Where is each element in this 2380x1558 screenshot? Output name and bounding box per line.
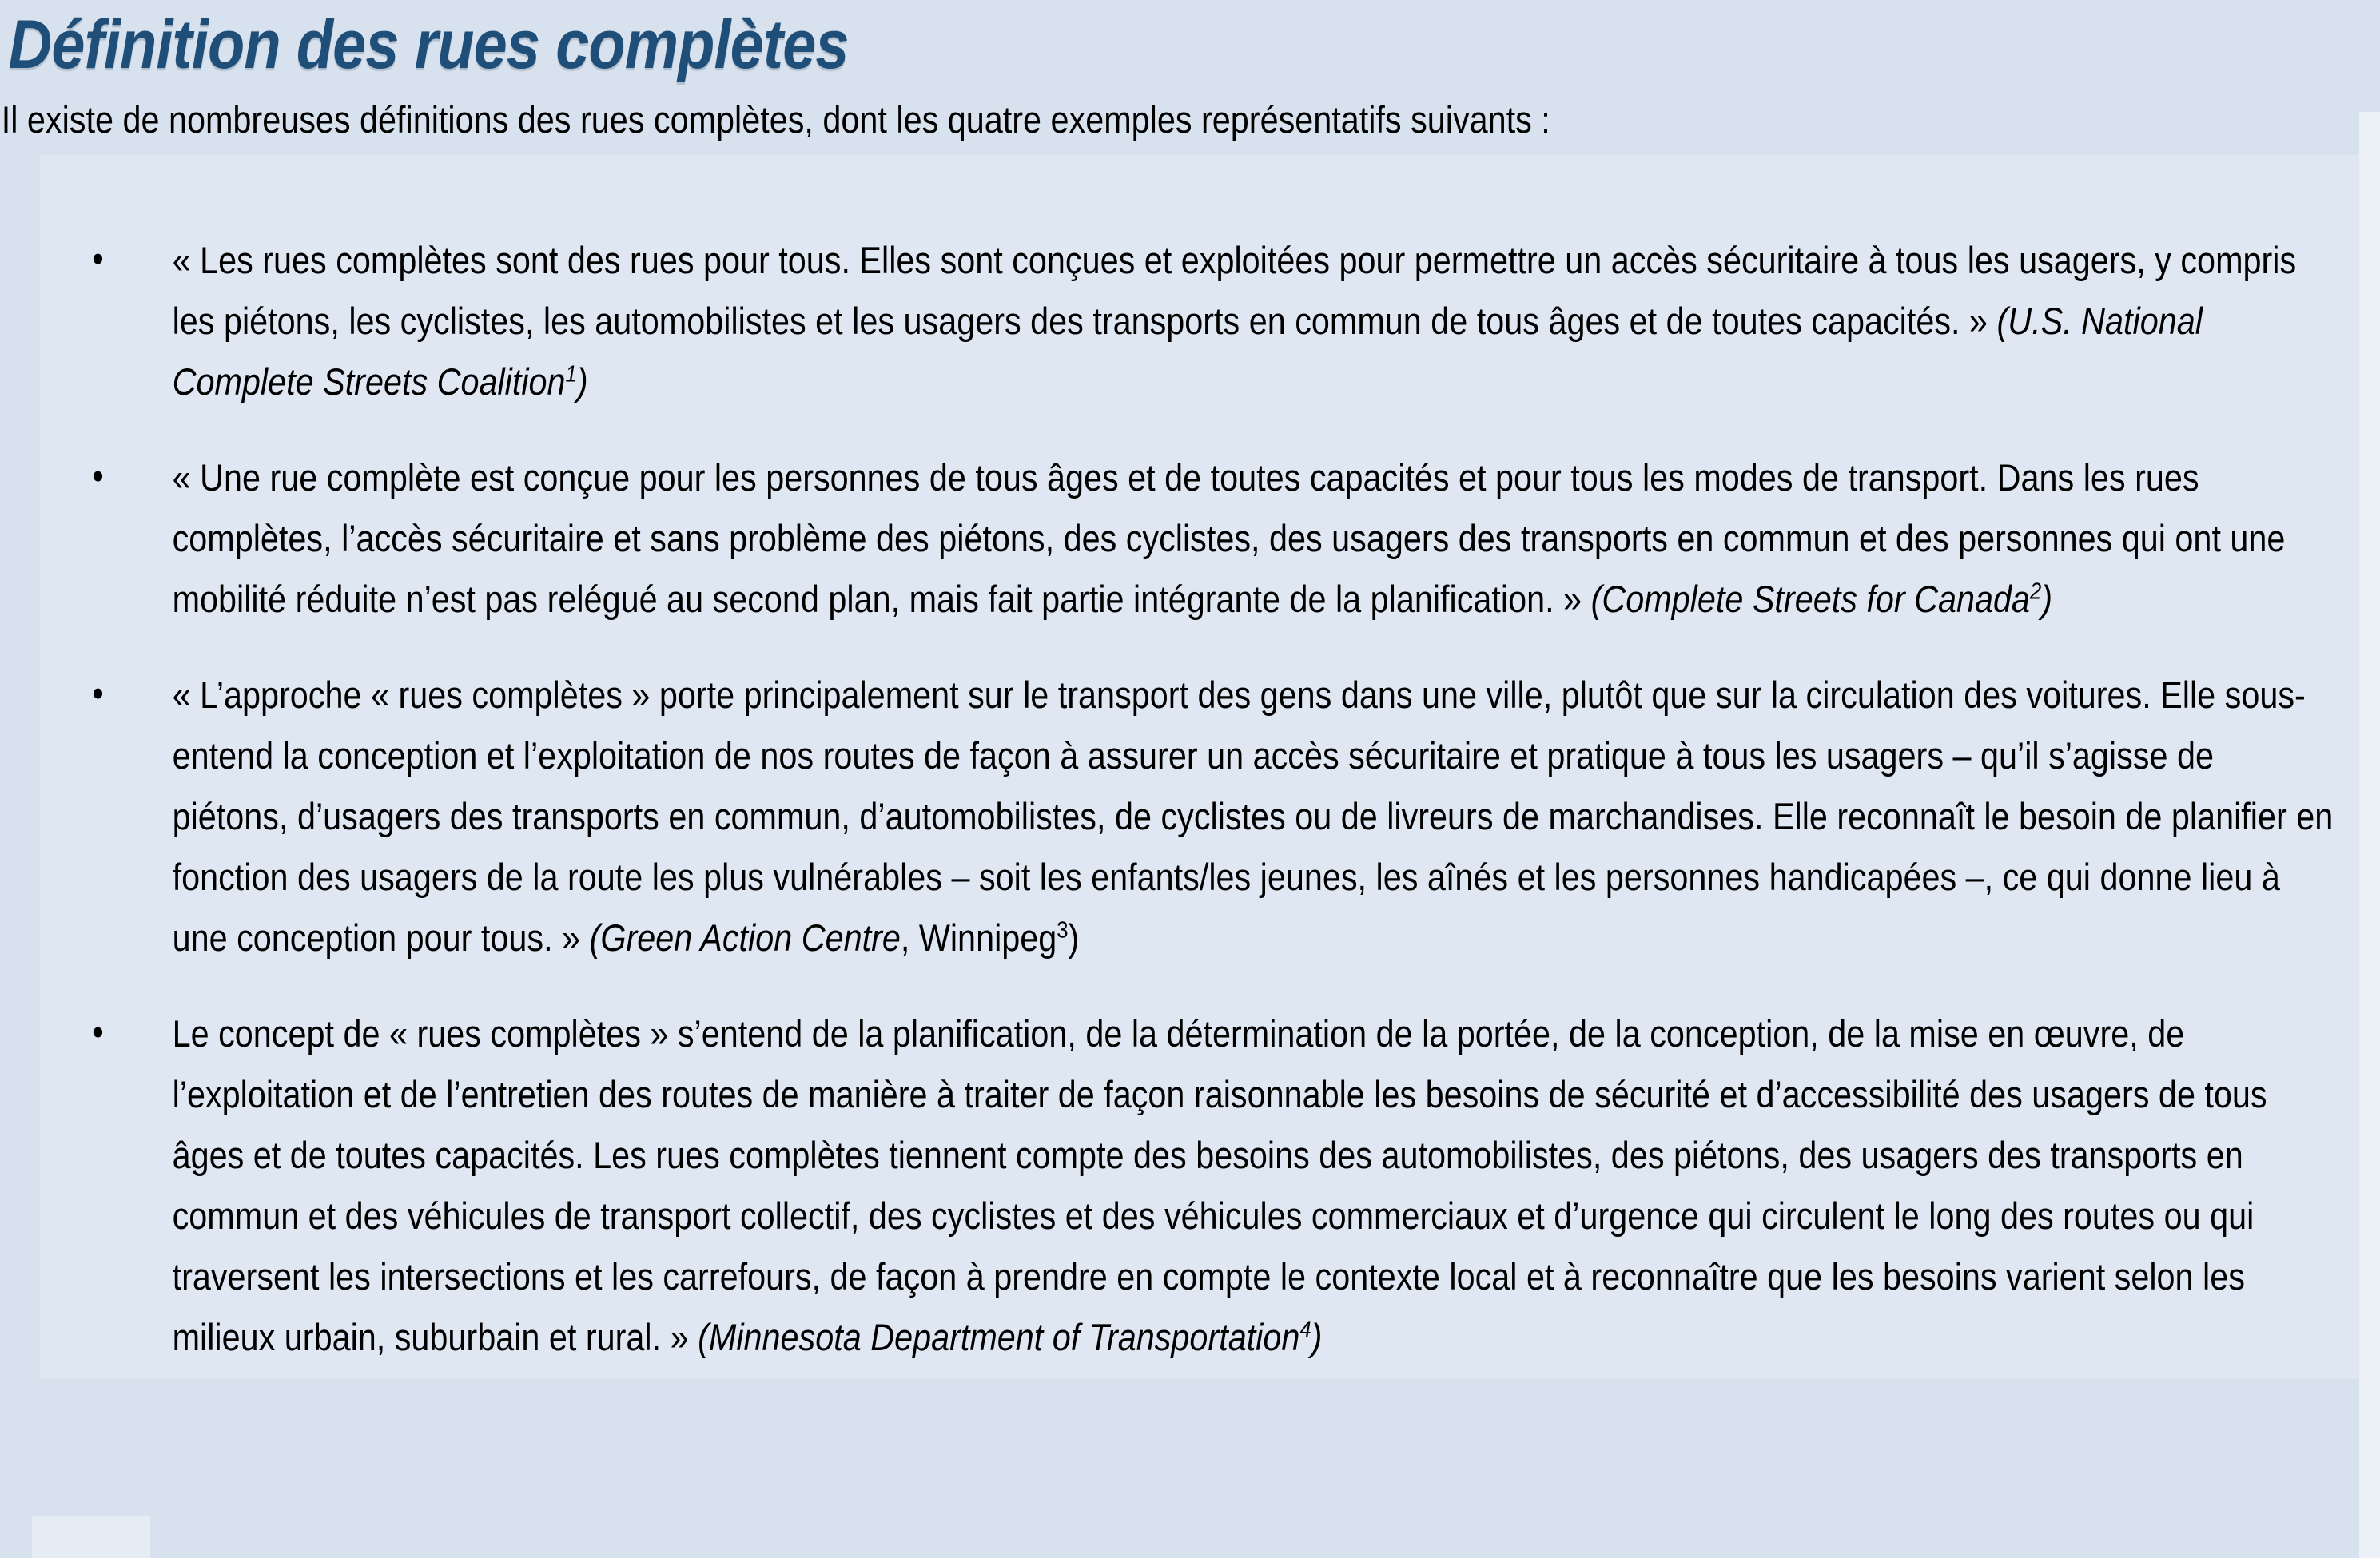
intro-paragraph: Il existe de nombreuses définitions des rues complètes, dont les quatre exemples représentatifs suivants : xyxy=(1,98,1550,141)
definition-text: , Winnipeg xyxy=(900,916,1057,959)
citation-superscript: 4 xyxy=(1299,1317,1311,1343)
citation-source: (U.S. National Complete Streets Coalition xyxy=(172,300,2203,403)
citation-superscript: 1 xyxy=(565,361,577,388)
citation-source: ) xyxy=(1311,1316,1323,1358)
bullet-text xyxy=(173,674,2334,959)
bullet-item xyxy=(40,665,2359,968)
bullet-text xyxy=(173,239,2297,403)
bullet-item xyxy=(40,447,2359,630)
definition-text: « Une rue complète est conçue pour les personnes de tous âges et de toutes capacités et pour tous les modes de transport. Dans les rues complètes, l’accès sécuritaire et sans problème des piétons, des cyclistes, des usagers des transports en commun et des personnes qui ont une mobilité réduite n’est pas relégué au second plan, mais fait partie intégrante de la planification. » xyxy=(172,456,2286,620)
bullet-list xyxy=(40,230,2359,1368)
definition-text: ) xyxy=(1068,916,1080,959)
citation-superscript: 3 xyxy=(1057,917,1069,944)
page-title: Définition des rues complètes xyxy=(8,6,849,83)
citation-superscript: 2 xyxy=(2030,578,2042,605)
definition-text: Le concept de « rues complètes » s’entend de la planification, de la détermination de la portée, de la conception, de la mise en œuvre, de l’exploitation et de l’entretien des routes de manière à traiter de façon raisonnable les besoins de sécurité et d’accessibilité des usagers de tous âges et de toutes capacités. Les rues complètes tiennent compte des besoins des automobilistes, des piétons, des usagers des transports en commun et des véhicules de transport collectif, des cyclistes et des véhicules commerciaux et d’urgence qui circulent le long des routes ou qui traversent les intersections et les carrefours, de façon à prendre en compte le contexte local et à reconnaître que les besoins varient selon les milieux urbain, suburbain et rural. » xyxy=(172,1012,2267,1358)
definition-text: « Les rues complètes sont des rues pour tous. Elles sont conçues et exploitées pour permettre un accès sécuritaire à tous les usagers, y compris les piétons, les cyclistes, les automobilistes et les usagers des transports en commun de tous âges et de toutes capacités. » xyxy=(172,239,2297,342)
bullet-marker: • xyxy=(92,455,104,497)
citation-source: (Complete Streets for Canada xyxy=(1590,578,2031,620)
citation-source: (Minnesota Department of Transportation xyxy=(698,1316,1300,1358)
bullet-text xyxy=(173,456,2286,620)
citation-source: ) xyxy=(2041,578,2053,620)
definitions-panel xyxy=(40,155,2359,1379)
bullet-item xyxy=(40,230,2359,412)
bullet-text xyxy=(173,1012,2267,1358)
bullet-marker: • xyxy=(92,1011,104,1053)
page-corner-fragment xyxy=(32,1516,150,1558)
citation-source: ) xyxy=(576,360,588,403)
bullet-marker: • xyxy=(92,672,104,714)
bullet-marker: • xyxy=(92,237,104,280)
definition-text: « L’approche « rues complètes » porte principalement sur le transport des gens dans une ville, plutôt que sur la circulation des voitures. Elle sous-entend la conception et l’exploitation de nos routes de façon à assurer un accès sécuritaire et pratique à tous les usagers – qu’il s’agisse de piétons, d’usagers des transports en commun, d’automobilistes, de cyclistes ou de livreurs de marchandises. Elle reconnaît le besoin de planifier en fonction des usagers de la route les plus vulnérables – soit les enfants/les jeunes, les aînés et les personnes handicapées –, ce qui donne lieu à une conception pour tous. » xyxy=(172,674,2334,959)
citation-source: (Green Action Centre xyxy=(589,916,901,959)
bullet-item xyxy=(40,1004,2359,1368)
